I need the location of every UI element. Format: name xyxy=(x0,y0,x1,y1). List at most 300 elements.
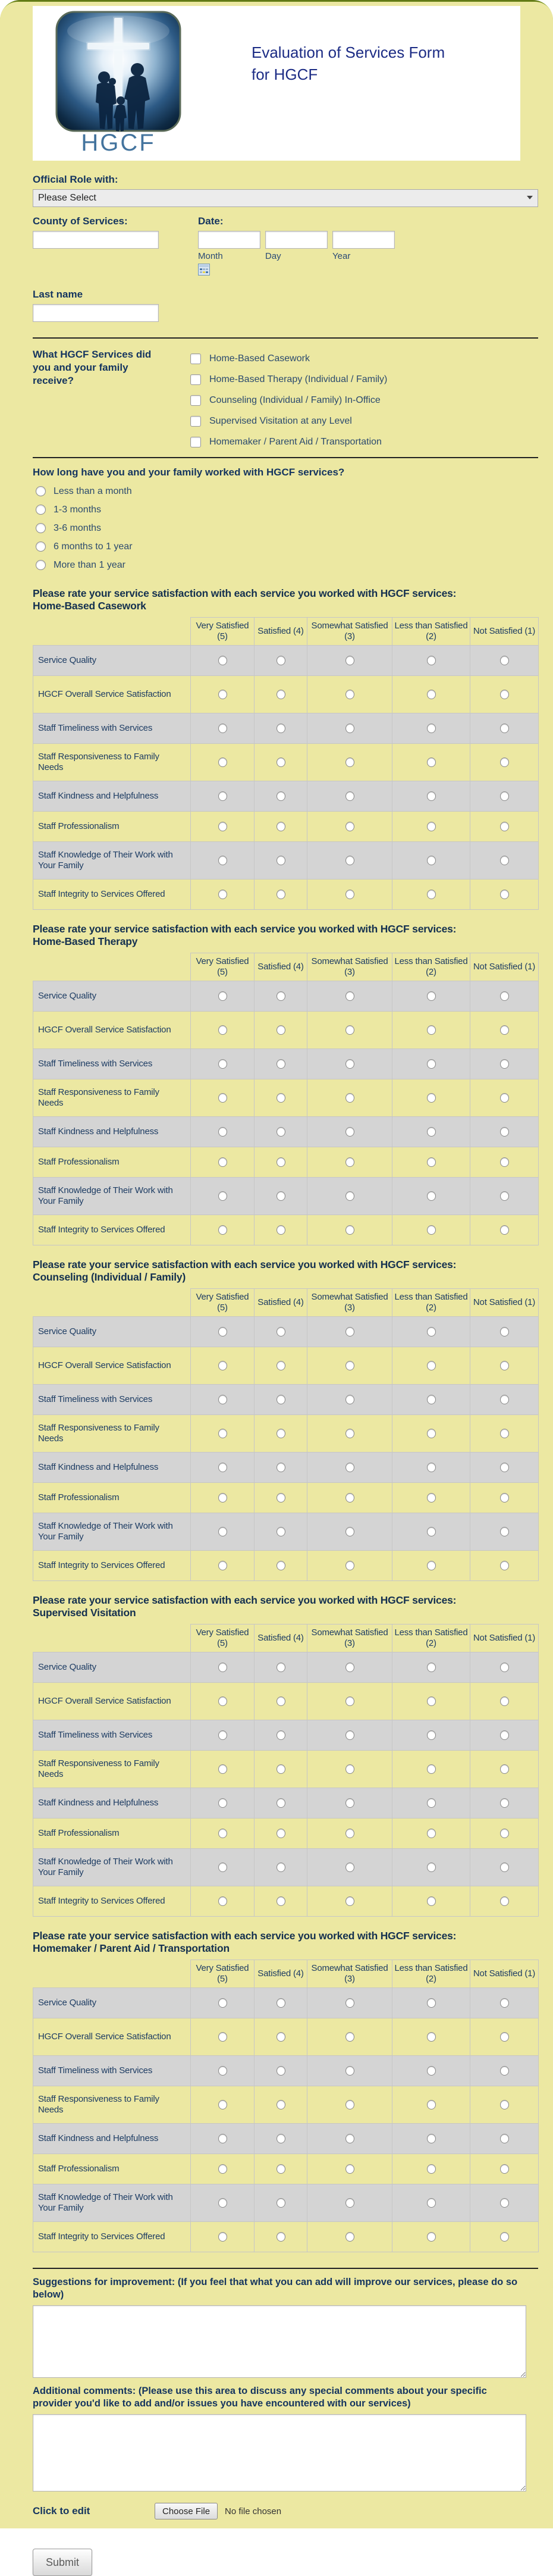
rating-radio-counseling-individual-family-staff-knowledge-of-their-work-with-your-family-satisfied-4[interactable] xyxy=(276,1527,285,1536)
section-divider xyxy=(33,457,538,458)
rating-radio-supervised-visitation-staff-kindness-and-helpfulness-not-satisfied-1[interactable] xyxy=(500,1798,509,1808)
rating-radio-homemaker-parent-aid-transportation-staff-responsiveness-to-family-needs-less-than-satisfied-2[interactable] xyxy=(427,2100,436,2109)
rating-radio-supervised-visitation-staff-knowledge-of-their-work-with-your-family-very-satisfied-5[interactable] xyxy=(218,1863,227,1872)
rating-radio-counseling-individual-family-staff-professionalism-satisfied-4[interactable] xyxy=(276,1493,285,1503)
rating-row-service-quality xyxy=(33,1317,539,1347)
rating-radio-homemaker-parent-aid-transportation-staff-timeliness-with-services-not-satisfied-1[interactable] xyxy=(500,2066,509,2076)
duration-options xyxy=(36,482,538,574)
rating-cell xyxy=(470,781,539,812)
rating-radio-home-based-casework-staff-responsiveness-to-family-needs-very-satisfied-5[interactable] xyxy=(218,758,227,767)
rating-radio-homemaker-parent-aid-transportation-service-quality-somewhat-satisfied-3[interactable] xyxy=(345,1998,354,2008)
rating-radio-home-based-therapy-staff-professionalism-not-satisfied-1[interactable] xyxy=(500,1157,509,1167)
rating-cell xyxy=(392,2124,470,2154)
rating-radio-counseling-individual-family-staff-kindness-and-helpfulness-somewhat-satisfied-3[interactable] xyxy=(345,1463,354,1472)
rating-radio-supervised-visitation-staff-kindness-and-helpfulness-somewhat-satisfied-3[interactable] xyxy=(345,1798,354,1808)
rating-radio-homemaker-parent-aid-transportation-staff-integrity-to-services-offered-satisfied-4[interactable] xyxy=(276,2232,285,2242)
rating-cell xyxy=(191,2184,254,2222)
rating-radio-home-based-casework-staff-kindness-and-helpfulness-very-satisfied-5[interactable] xyxy=(218,791,227,801)
rating-radio-home-based-therapy-staff-responsiveness-to-family-needs-not-satisfied-1[interactable] xyxy=(500,1093,509,1103)
rating-radio-homemaker-parent-aid-transportation-staff-kindness-and-helpfulness-not-satisfied-1[interactable] xyxy=(500,2134,509,2143)
rating-service-name: Counseling (Individual / Family) xyxy=(33,1271,186,1283)
rating-radio-homemaker-parent-aid-transportation-service-quality-less-than-satisfied-2[interactable] xyxy=(427,1998,436,2008)
rating-radio-home-based-therapy-staff-knowledge-of-their-work-with-your-family-somewhat-satisfied-3[interactable] xyxy=(345,1191,354,1201)
rating-radio-home-based-casework-staff-knowledge-of-their-work-with-your-family-not-satisfied-1[interactable] xyxy=(500,856,509,865)
rating-radio-homemaker-parent-aid-transportation-staff-professionalism-not-satisfied-1[interactable] xyxy=(500,2164,509,2174)
rating-column-header: Less than Satisfied (2) xyxy=(392,1625,470,1652)
radio-more-than-1-year[interactable] xyxy=(36,560,46,570)
rating-radio-home-based-therapy-staff-professionalism-very-satisfied-5[interactable] xyxy=(218,1157,227,1167)
rating-column-header: Very Satisfied (5) xyxy=(191,1289,254,1317)
rating-radio-homemaker-parent-aid-transportation-staff-professionalism-somewhat-satisfied-3[interactable] xyxy=(345,2164,354,2174)
rating-radio-home-based-casework-staff-professionalism-less-than-satisfied-2[interactable] xyxy=(427,822,436,831)
rating-radio-supervised-visitation-staff-kindness-and-helpfulness-less-than-satisfied-2[interactable] xyxy=(427,1798,436,1808)
rating-cell xyxy=(392,744,470,781)
rating-radio-home-based-casework-service-quality-very-satisfied-5[interactable] xyxy=(218,656,227,665)
rating-table-home-based-casework xyxy=(33,617,539,910)
rating-radio-home-based-casework-staff-integrity-to-services-offered-very-satisfied-5[interactable] xyxy=(218,890,227,899)
rating-radio-counseling-individual-family-service-quality-satisfied-4[interactable] xyxy=(276,1327,285,1336)
rating-radio-home-based-casework-service-quality-not-satisfied-1[interactable] xyxy=(500,656,509,665)
rating-header-row xyxy=(33,1960,539,1988)
rating-cell xyxy=(470,1415,539,1453)
last-name-input[interactable] xyxy=(33,304,159,322)
rating-radio-home-based-casework-staff-responsiveness-to-family-needs-not-satisfied-1[interactable] xyxy=(500,758,509,767)
rating-cell xyxy=(392,1453,470,1483)
rating-radio-home-based-casework-hgcf-overall-service-satisfaction-not-satisfied-1[interactable] xyxy=(500,690,509,699)
rating-radio-home-based-therapy-service-quality-very-satisfied-5[interactable] xyxy=(218,991,227,1001)
rating-radio-home-based-casework-staff-professionalism-very-satisfied-5[interactable] xyxy=(218,822,227,831)
rating-radio-home-based-therapy-hgcf-overall-service-satisfaction-very-satisfied-5[interactable] xyxy=(218,1025,227,1035)
rating-column-header: Satisfied (4) xyxy=(254,1960,307,1988)
rating-radio-counseling-individual-family-staff-integrity-to-services-offered-somewhat-satisfied-3[interactable] xyxy=(345,1561,354,1570)
form-card xyxy=(0,2,553,2528)
rating-cell xyxy=(307,2154,392,2184)
rating-radio-home-based-therapy-staff-responsiveness-to-family-needs-very-satisfied-5[interactable] xyxy=(218,1093,227,1103)
rating-radio-home-based-therapy-staff-kindness-and-helpfulness-less-than-satisfied-2[interactable] xyxy=(427,1127,436,1137)
rating-radio-home-based-casework-staff-kindness-and-helpfulness-satisfied-4[interactable] xyxy=(276,791,285,801)
rating-radio-home-based-therapy-staff-integrity-to-services-offered-very-satisfied-5[interactable] xyxy=(218,1225,227,1235)
rating-radio-counseling-individual-family-staff-knowledge-of-their-work-with-your-family-less-than-satisfied-2[interactable] xyxy=(427,1527,436,1536)
rating-radio-counseling-individual-family-staff-kindness-and-helpfulness-not-satisfied-1[interactable] xyxy=(500,1463,509,1472)
rating-row-hgcf-overall-service-satisfaction xyxy=(33,1683,539,1720)
rating-radio-home-based-casework-staff-timeliness-with-services-satisfied-4[interactable] xyxy=(276,724,285,733)
rating-radio-home-based-therapy-staff-timeliness-with-services-less-than-satisfied-2[interactable] xyxy=(427,1059,436,1069)
rating-radio-home-based-therapy-staff-professionalism-satisfied-4[interactable] xyxy=(276,1157,285,1167)
rating-cell xyxy=(254,744,307,781)
date-month-input[interactable] xyxy=(198,231,260,249)
rating-cell xyxy=(307,1317,392,1347)
rating-radio-supervised-visitation-staff-kindness-and-helpfulness-satisfied-4[interactable] xyxy=(276,1798,285,1808)
rating-radio-home-based-therapy-hgcf-overall-service-satisfaction-less-than-satisfied-2[interactable] xyxy=(427,1025,436,1035)
rating-radio-homemaker-parent-aid-transportation-staff-knowledge-of-their-work-with-your-family-less-than-satisfied-2[interactable] xyxy=(427,2198,436,2208)
rating-radio-home-based-therapy-hgcf-overall-service-satisfaction-not-satisfied-1[interactable] xyxy=(500,1025,509,1035)
rating-radio-home-based-therapy-staff-integrity-to-services-offered-not-satisfied-1[interactable] xyxy=(500,1225,509,1235)
rating-radio-home-based-casework-staff-knowledge-of-their-work-with-your-family-satisfied-4[interactable] xyxy=(276,856,285,865)
rating-cell xyxy=(470,1818,539,1849)
rating-radio-counseling-individual-family-staff-integrity-to-services-offered-not-satisfied-1[interactable] xyxy=(500,1561,509,1570)
rating-radio-homemaker-parent-aid-transportation-staff-timeliness-with-services-very-satisfied-5[interactable] xyxy=(218,2066,227,2076)
rating-service-name: Home-Based Casework xyxy=(33,600,146,612)
rating-radio-home-based-casework-hgcf-overall-service-satisfaction-less-than-satisfied-2[interactable] xyxy=(427,690,436,699)
page-title xyxy=(252,6,445,86)
rating-radio-home-based-therapy-staff-professionalism-somewhat-satisfied-3[interactable] xyxy=(345,1157,354,1167)
rating-radio-home-based-therapy-staff-integrity-to-services-offered-somewhat-satisfied-3[interactable] xyxy=(345,1225,354,1235)
rating-radio-homemaker-parent-aid-transportation-staff-knowledge-of-their-work-with-your-family-somewhat-satisfied-3[interactable] xyxy=(345,2198,354,2208)
rating-radio-homemaker-parent-aid-transportation-service-quality-very-satisfied-5[interactable] xyxy=(218,1998,227,2008)
rating-radio-supervised-visitation-staff-timeliness-with-services-less-than-satisfied-2[interactable] xyxy=(427,1730,436,1740)
rating-row-staff-kindness-and-helpfulness xyxy=(33,2124,539,2154)
rating-radio-homemaker-parent-aid-transportation-hgcf-overall-service-satisfaction-somewhat-satisfied-3[interactable] xyxy=(345,2032,354,2042)
rating-intro-text: Please rate your service satisfaction with each service you worked with HGCF services: xyxy=(33,587,457,599)
official-role-select[interactable] xyxy=(33,189,538,207)
rating-radio-counseling-individual-family-service-quality-somewhat-satisfied-3[interactable] xyxy=(345,1327,354,1336)
rating-radio-supervised-visitation-staff-knowledge-of-their-work-with-your-family-satisfied-4[interactable] xyxy=(276,1863,285,1872)
rating-radio-supervised-visitation-staff-professionalism-less-than-satisfied-2[interactable] xyxy=(427,1829,436,1838)
rating-radio-supervised-visitation-staff-timeliness-with-services-not-satisfied-1[interactable] xyxy=(500,1730,509,1740)
rating-column-header: Not Satisfied (1) xyxy=(470,618,539,646)
rating-radio-home-based-therapy-staff-timeliness-with-services-not-satisfied-1[interactable] xyxy=(500,1059,509,1069)
rating-radio-home-based-therapy-staff-integrity-to-services-offered-satisfied-4[interactable] xyxy=(276,1225,285,1235)
rating-radio-supervised-visitation-staff-kindness-and-helpfulness-very-satisfied-5[interactable] xyxy=(218,1798,227,1808)
rating-radio-home-based-casework-staff-professionalism-somewhat-satisfied-3[interactable] xyxy=(345,822,354,831)
rating-radio-supervised-visitation-service-quality-not-satisfied-1[interactable] xyxy=(500,1663,509,1672)
rating-radio-home-based-therapy-staff-knowledge-of-their-work-with-your-family-less-than-satisfied-2[interactable] xyxy=(427,1191,436,1201)
rating-cell xyxy=(254,1385,307,1415)
rating-radio-homemaker-parent-aid-transportation-staff-integrity-to-services-offered-very-satisfied-5[interactable] xyxy=(218,2232,227,2242)
rating-radio-counseling-individual-family-staff-responsiveness-to-family-needs-less-than-satisfied-2[interactable] xyxy=(427,1429,436,1438)
rating-row-label: Staff Knowledge of Their Work with Your Family xyxy=(33,1849,191,1886)
rating-cell xyxy=(191,1751,254,1788)
rating-radio-home-based-casework-staff-knowledge-of-their-work-with-your-family-somewhat-satisfied-3[interactable] xyxy=(345,856,354,865)
rating-cell xyxy=(392,1720,470,1751)
rating-radio-counseling-individual-family-staff-professionalism-not-satisfied-1[interactable] xyxy=(500,1493,509,1503)
rating-cell xyxy=(191,2086,254,2124)
county-input[interactable] xyxy=(33,231,159,249)
rating-radio-counseling-individual-family-staff-timeliness-with-services-less-than-satisfied-2[interactable] xyxy=(427,1395,436,1404)
rating-radio-counseling-individual-family-staff-responsiveness-to-family-needs-satisfied-4[interactable] xyxy=(276,1429,285,1438)
rating-radio-home-based-casework-staff-timeliness-with-services-less-than-satisfied-2[interactable] xyxy=(427,724,436,733)
rating-cell xyxy=(191,1988,254,2018)
rating-radio-counseling-individual-family-staff-responsiveness-to-family-needs-somewhat-satisfied-3[interactable] xyxy=(345,1429,354,1438)
radio-less-than-a-month[interactable] xyxy=(36,486,46,496)
rating-radio-counseling-individual-family-service-quality-not-satisfied-1[interactable] xyxy=(500,1327,509,1336)
rating-cell xyxy=(470,2086,539,2124)
rating-radio-supervised-visitation-staff-professionalism-somewhat-satisfied-3[interactable] xyxy=(345,1829,354,1838)
rating-row-label: HGCF Overall Service Satisfaction xyxy=(33,676,191,713)
rating-cell xyxy=(470,879,539,910)
rating-radio-home-based-therapy-staff-integrity-to-services-offered-less-than-satisfied-2[interactable] xyxy=(427,1225,436,1235)
suggestions-label: Suggestions for improvement: (If you feel that what you can add will improve our services, please do so below) xyxy=(33,2277,518,2300)
rating-radio-homemaker-parent-aid-transportation-staff-integrity-to-services-offered-somewhat-satisfied-3[interactable] xyxy=(345,2232,354,2242)
rating-radio-home-based-casework-staff-integrity-to-services-offered-satisfied-4[interactable] xyxy=(276,890,285,899)
radio-label: 6 months to 1 year xyxy=(54,541,133,552)
rating-radio-home-based-casework-staff-kindness-and-helpfulness-somewhat-satisfied-3[interactable] xyxy=(345,791,354,801)
rating-cell xyxy=(191,1818,254,1849)
rating-radio-home-based-therapy-staff-responsiveness-to-family-needs-less-than-satisfied-2[interactable] xyxy=(427,1093,436,1103)
rating-radio-home-based-casework-staff-timeliness-with-services-somewhat-satisfied-3[interactable] xyxy=(345,724,354,733)
choose-file-button[interactable]: Choose File xyxy=(155,2503,218,2519)
upload-row xyxy=(33,2502,538,2520)
rating-radio-supervised-visitation-staff-integrity-to-services-offered-less-than-satisfied-2[interactable] xyxy=(427,1896,436,1906)
comments-textarea[interactable] xyxy=(33,2414,526,2492)
rating-radio-home-based-casework-staff-integrity-to-services-offered-less-than-satisfied-2[interactable] xyxy=(427,890,436,899)
rating-radio-counseling-individual-family-staff-timeliness-with-services-somewhat-satisfied-3[interactable] xyxy=(345,1395,354,1404)
rating-radio-counseling-individual-family-hgcf-overall-service-satisfaction-not-satisfied-1[interactable] xyxy=(500,1361,509,1370)
rating-intro-text: Please rate your service satisfaction with each service you worked with HGCF services: xyxy=(33,923,457,935)
rating-radio-home-based-therapy-service-quality-not-satisfied-1[interactable] xyxy=(500,991,509,1001)
rating-radio-home-based-therapy-service-quality-somewhat-satisfied-3[interactable] xyxy=(345,991,354,1001)
rating-cell xyxy=(392,1347,470,1385)
rating-radio-home-based-therapy-staff-responsiveness-to-family-needs-somewhat-satisfied-3[interactable] xyxy=(345,1093,354,1103)
rating-radio-homemaker-parent-aid-transportation-staff-knowledge-of-their-work-with-your-family-very-satisfied-5[interactable] xyxy=(218,2198,227,2208)
rating-radio-counseling-individual-family-hgcf-overall-service-satisfaction-less-than-satisfied-2[interactable] xyxy=(427,1361,436,1370)
rating-radio-homemaker-parent-aid-transportation-hgcf-overall-service-satisfaction-satisfied-4[interactable] xyxy=(276,2032,285,2042)
rating-radio-supervised-visitation-staff-integrity-to-services-offered-very-satisfied-5[interactable] xyxy=(218,1896,227,1906)
rating-radio-counseling-individual-family-hgcf-overall-service-satisfaction-satisfied-4[interactable] xyxy=(276,1361,285,1370)
rating-radio-supervised-visitation-staff-knowledge-of-their-work-with-your-family-somewhat-satisfied-3[interactable] xyxy=(345,1863,354,1872)
rating-radio-homemaker-parent-aid-transportation-hgcf-overall-service-satisfaction-very-satisfied-5[interactable] xyxy=(218,2032,227,2042)
rating-cell xyxy=(191,1652,254,1683)
rating-radio-counseling-individual-family-staff-professionalism-less-than-satisfied-2[interactable] xyxy=(427,1493,436,1503)
rating-radio-supervised-visitation-staff-responsiveness-to-family-needs-satisfied-4[interactable] xyxy=(276,1764,285,1774)
rating-radio-counseling-individual-family-staff-timeliness-with-services-not-satisfied-1[interactable] xyxy=(500,1395,509,1404)
rating-radio-homemaker-parent-aid-transportation-staff-knowledge-of-their-work-with-your-family-satisfied-4[interactable] xyxy=(276,2198,285,2208)
rating-row-service-quality xyxy=(33,981,539,1012)
rating-section-title-homemaker-parent-aid-transportation xyxy=(33,1930,538,1955)
rating-cell xyxy=(470,646,539,676)
rating-radio-counseling-individual-family-staff-timeliness-with-services-satisfied-4[interactable] xyxy=(276,1395,285,1404)
rating-radio-home-based-therapy-staff-timeliness-with-services-very-satisfied-5[interactable] xyxy=(218,1059,227,1069)
radio-6-months-to-1-year[interactable] xyxy=(36,542,46,552)
suggestions-textarea[interactable] xyxy=(33,2305,526,2378)
rating-radio-supervised-visitation-staff-timeliness-with-services-somewhat-satisfied-3[interactable] xyxy=(345,1730,354,1740)
rating-radio-supervised-visitation-staff-integrity-to-services-offered-somewhat-satisfied-3[interactable] xyxy=(345,1896,354,1906)
rating-radio-homemaker-parent-aid-transportation-staff-knowledge-of-their-work-with-your-family-not-satisfied-1[interactable] xyxy=(500,2198,509,2208)
rating-cell xyxy=(470,1079,539,1117)
rating-radio-supervised-visitation-hgcf-overall-service-satisfaction-satisfied-4[interactable] xyxy=(276,1697,285,1706)
rating-radio-home-based-therapy-staff-knowledge-of-their-work-with-your-family-very-satisfied-5[interactable] xyxy=(218,1191,227,1201)
rating-radio-homemaker-parent-aid-transportation-staff-kindness-and-helpfulness-less-than-satisfied-2[interactable] xyxy=(427,2134,436,2143)
rating-radio-supervised-visitation-staff-professionalism-satisfied-4[interactable] xyxy=(276,1829,285,1838)
calendar-icon[interactable] xyxy=(198,264,210,276)
rating-radio-supervised-visitation-hgcf-overall-service-satisfaction-somewhat-satisfied-3[interactable] xyxy=(345,1697,354,1706)
rating-radio-home-based-casework-hgcf-overall-service-satisfaction-very-satisfied-5[interactable] xyxy=(218,690,227,699)
rating-radio-homemaker-parent-aid-transportation-service-quality-satisfied-4[interactable] xyxy=(276,1998,285,2008)
rating-radio-homemaker-parent-aid-transportation-staff-kindness-and-helpfulness-satisfied-4[interactable] xyxy=(276,2134,285,2143)
rating-cell xyxy=(307,981,392,1012)
rating-radio-home-based-casework-staff-responsiveness-to-family-needs-less-than-satisfied-2[interactable] xyxy=(427,758,436,767)
rating-radio-home-based-casework-service-quality-less-than-satisfied-2[interactable] xyxy=(427,656,436,665)
rating-radio-supervised-visitation-staff-professionalism-not-satisfied-1[interactable] xyxy=(500,1829,509,1838)
rating-row-staff-professionalism xyxy=(33,1483,539,1513)
rating-radio-counseling-individual-family-staff-integrity-to-services-offered-satisfied-4[interactable] xyxy=(276,1561,285,1570)
rating-radio-counseling-individual-family-service-quality-less-than-satisfied-2[interactable] xyxy=(427,1327,436,1336)
rating-radio-home-based-therapy-staff-kindness-and-helpfulness-not-satisfied-1[interactable] xyxy=(500,1127,509,1137)
rating-radio-home-based-therapy-staff-kindness-and-helpfulness-satisfied-4[interactable] xyxy=(276,1127,285,1137)
rating-radio-homemaker-parent-aid-transportation-hgcf-overall-service-satisfaction-not-satisfied-1[interactable] xyxy=(500,2032,509,2042)
date-day-input[interactable] xyxy=(265,231,328,249)
rating-radio-counseling-individual-family-hgcf-overall-service-satisfaction-very-satisfied-5[interactable] xyxy=(218,1361,227,1370)
checkbox-homemaker-parent-aid-transportation[interactable] xyxy=(190,437,201,447)
rating-radio-supervised-visitation-staff-responsiveness-to-family-needs-not-satisfied-1[interactable] xyxy=(500,1764,509,1774)
checkbox-supervised-visitation-at-any-level[interactable] xyxy=(190,416,201,427)
rating-radio-counseling-individual-family-staff-knowledge-of-their-work-with-your-family-somewhat-satisfied-3[interactable] xyxy=(345,1527,354,1536)
rating-row-label: Service Quality xyxy=(33,1988,191,2018)
rating-radio-counseling-individual-family-staff-timeliness-with-services-very-satisfied-5[interactable] xyxy=(218,1395,227,1404)
rating-radio-home-based-casework-staff-responsiveness-to-family-needs-somewhat-satisfied-3[interactable] xyxy=(345,758,354,767)
rating-radio-homemaker-parent-aid-transportation-staff-timeliness-with-services-less-than-satisfied-2[interactable] xyxy=(427,2066,436,2076)
rating-radio-home-based-casework-staff-integrity-to-services-offered-somewhat-satisfied-3[interactable] xyxy=(345,890,354,899)
rating-radio-home-based-therapy-staff-timeliness-with-services-satisfied-4[interactable] xyxy=(276,1059,285,1069)
rating-radio-homemaker-parent-aid-transportation-staff-responsiveness-to-family-needs-not-satisfied-1[interactable] xyxy=(500,2100,509,2109)
last-name-label: Last name xyxy=(33,289,83,300)
rating-cell xyxy=(392,781,470,812)
rating-radio-counseling-individual-family-staff-responsiveness-to-family-needs-not-satisfied-1[interactable] xyxy=(500,1429,509,1438)
radio-1-3-months[interactable] xyxy=(36,505,46,515)
rating-radio-home-based-therapy-staff-timeliness-with-services-somewhat-satisfied-3[interactable] xyxy=(345,1059,354,1069)
rating-cell xyxy=(254,1720,307,1751)
rating-cell xyxy=(191,1551,254,1581)
rating-radio-supervised-visitation-staff-integrity-to-services-offered-satisfied-4[interactable] xyxy=(276,1896,285,1906)
rating-cell xyxy=(392,2222,470,2252)
rating-cell xyxy=(392,2154,470,2184)
rating-radio-home-based-casework-service-quality-somewhat-satisfied-3[interactable] xyxy=(345,656,354,665)
rating-radio-supervised-visitation-service-quality-very-satisfied-5[interactable] xyxy=(218,1663,227,1672)
rating-radio-home-based-casework-staff-professionalism-satisfied-4[interactable] xyxy=(276,822,285,831)
rating-radio-supervised-visitation-service-quality-satisfied-4[interactable] xyxy=(276,1663,285,1672)
rating-cell xyxy=(191,2018,254,2056)
rating-row-staff-kindness-and-helpfulness xyxy=(33,781,539,812)
rating-cell xyxy=(307,2124,392,2154)
rating-radio-homemaker-parent-aid-transportation-staff-responsiveness-to-family-needs-very-satisfied-5[interactable] xyxy=(218,2100,227,2109)
rating-radio-supervised-visitation-service-quality-less-than-satisfied-2[interactable] xyxy=(427,1663,436,1672)
rating-radio-counseling-individual-family-staff-kindness-and-helpfulness-satisfied-4[interactable] xyxy=(276,1463,285,1472)
rating-radio-counseling-individual-family-staff-responsiveness-to-family-needs-very-satisfied-5[interactable] xyxy=(218,1429,227,1438)
rating-radio-home-based-casework-hgcf-overall-service-satisfaction-somewhat-satisfied-3[interactable] xyxy=(345,690,354,699)
rating-radio-homemaker-parent-aid-transportation-staff-kindness-and-helpfulness-very-satisfied-5[interactable] xyxy=(218,2134,227,2143)
rating-radio-home-based-therapy-staff-responsiveness-to-family-needs-satisfied-4[interactable] xyxy=(276,1093,285,1103)
rating-radio-home-based-casework-staff-responsiveness-to-family-needs-satisfied-4[interactable] xyxy=(276,758,285,767)
rating-radio-counseling-individual-family-service-quality-very-satisfied-5[interactable] xyxy=(218,1327,227,1336)
rating-row-staff-integrity-to-services-offered xyxy=(33,1551,539,1581)
rating-radio-supervised-visitation-service-quality-somewhat-satisfied-3[interactable] xyxy=(345,1663,354,1672)
radio-label: Less than a month xyxy=(54,486,132,496)
rating-radio-home-based-therapy-staff-kindness-and-helpfulness-very-satisfied-5[interactable] xyxy=(218,1127,227,1137)
rating-radio-home-based-casework-staff-kindness-and-helpfulness-not-satisfied-1[interactable] xyxy=(500,791,509,801)
rating-radio-counseling-individual-family-hgcf-overall-service-satisfaction-somewhat-satisfied-3[interactable] xyxy=(345,1361,354,1370)
rating-row-label: Staff Kindness and Helpfulness xyxy=(33,1117,191,1147)
rating-radio-counseling-individual-family-staff-integrity-to-services-offered-very-satisfied-5[interactable] xyxy=(218,1561,227,1570)
rating-radio-home-based-therapy-staff-kindness-and-helpfulness-somewhat-satisfied-3[interactable] xyxy=(345,1127,354,1137)
rating-table-homemaker-parent-aid-transportation xyxy=(33,1960,539,2252)
rating-radio-homemaker-parent-aid-transportation-staff-responsiveness-to-family-needs-satisfied-4[interactable] xyxy=(276,2100,285,2109)
rating-radio-supervised-visitation-staff-integrity-to-services-offered-not-satisfied-1[interactable] xyxy=(500,1896,509,1906)
rating-radio-supervised-visitation-staff-timeliness-with-services-satisfied-4[interactable] xyxy=(276,1730,285,1740)
checkbox-label: Home-Based Casework xyxy=(209,353,310,364)
checkbox-counseling-individual-family-in-office[interactable] xyxy=(190,395,201,406)
rating-radio-homemaker-parent-aid-transportation-staff-professionalism-satisfied-4[interactable] xyxy=(276,2164,285,2174)
rating-radio-homemaker-parent-aid-transportation-staff-responsiveness-to-family-needs-somewhat-satisfied-3[interactable] xyxy=(345,2100,354,2109)
rating-cell xyxy=(191,1849,254,1886)
radio-3-6-months[interactable] xyxy=(36,523,46,533)
rating-radio-supervised-visitation-staff-responsiveness-to-family-needs-very-satisfied-5[interactable] xyxy=(218,1764,227,1774)
service-option-row xyxy=(190,390,387,411)
rating-cell xyxy=(191,1720,254,1751)
rating-radio-homemaker-parent-aid-transportation-staff-timeliness-with-services-somewhat-satisfied-3[interactable] xyxy=(345,2066,354,2076)
rating-radio-home-based-therapy-service-quality-less-than-satisfied-2[interactable] xyxy=(427,991,436,1001)
rating-radio-counseling-individual-family-staff-knowledge-of-their-work-with-your-family-very-satisfied-5[interactable] xyxy=(218,1527,227,1536)
rating-radio-homemaker-parent-aid-transportation-staff-professionalism-very-satisfied-5[interactable] xyxy=(218,2164,227,2174)
rating-cell xyxy=(392,2018,470,2056)
rating-radio-counseling-individual-family-staff-kindness-and-helpfulness-very-satisfied-5[interactable] xyxy=(218,1463,227,1472)
rating-radio-home-based-therapy-staff-knowledge-of-their-work-with-your-family-satisfied-4[interactable] xyxy=(276,1191,285,1201)
rating-radio-home-based-casework-staff-integrity-to-services-offered-not-satisfied-1[interactable] xyxy=(500,890,509,899)
rating-radio-supervised-visitation-staff-responsiveness-to-family-needs-less-than-satisfied-2[interactable] xyxy=(427,1764,436,1774)
rating-radio-homemaker-parent-aid-transportation-staff-kindness-and-helpfulness-somewhat-satisfied-3[interactable] xyxy=(345,2134,354,2143)
rating-radio-supervised-visitation-staff-timeliness-with-services-very-satisfied-5[interactable] xyxy=(218,1730,227,1740)
rating-section-title-home-based-casework xyxy=(33,587,538,612)
rating-radio-counseling-individual-family-staff-integrity-to-services-offered-less-than-satisfied-2[interactable] xyxy=(427,1561,436,1570)
rating-radio-supervised-visitation-hgcf-overall-service-satisfaction-less-than-satisfied-2[interactable] xyxy=(427,1697,436,1706)
section-divider xyxy=(33,2268,538,2269)
rating-radio-home-based-casework-staff-knowledge-of-their-work-with-your-family-less-than-satisfied-2[interactable] xyxy=(427,856,436,865)
rating-radio-home-based-casework-staff-timeliness-with-services-not-satisfied-1[interactable] xyxy=(500,724,509,733)
rating-cell xyxy=(307,1551,392,1581)
rating-radio-counseling-individual-family-staff-professionalism-somewhat-satisfied-3[interactable] xyxy=(345,1493,354,1503)
rating-column-header: Satisfied (4) xyxy=(254,618,307,646)
rating-radio-home-based-casework-staff-timeliness-with-services-very-satisfied-5[interactable] xyxy=(218,724,227,733)
rating-cell xyxy=(392,1317,470,1347)
upload-label: Click to edit xyxy=(33,2505,90,2516)
rating-radio-supervised-visitation-staff-knowledge-of-their-work-with-your-family-less-than-satisfied-2[interactable] xyxy=(427,1863,436,1872)
rating-radio-counseling-individual-family-staff-knowledge-of-their-work-with-your-family-not-satisfied-1[interactable] xyxy=(500,1527,509,1536)
rating-radio-home-based-casework-service-quality-satisfied-4[interactable] xyxy=(276,656,285,665)
rating-radio-homemaker-parent-aid-transportation-hgcf-overall-service-satisfaction-less-than-satisfied-2[interactable] xyxy=(427,2032,436,2042)
rating-row-staff-responsiveness-to-family-needs xyxy=(33,744,539,781)
rating-radio-counseling-individual-family-staff-professionalism-very-satisfied-5[interactable] xyxy=(218,1493,227,1503)
rating-radio-supervised-visitation-hgcf-overall-service-satisfaction-very-satisfied-5[interactable] xyxy=(218,1697,227,1706)
checkbox-home-based-therapy-individual-family[interactable] xyxy=(190,374,201,385)
rating-cell xyxy=(307,2056,392,2086)
submit-button[interactable]: Submit xyxy=(33,2549,92,2576)
rating-radio-homemaker-parent-aid-transportation-staff-timeliness-with-services-satisfied-4[interactable] xyxy=(276,2066,285,2076)
rating-radio-home-based-therapy-hgcf-overall-service-satisfaction-somewhat-satisfied-3[interactable] xyxy=(345,1025,354,1035)
rating-radio-home-based-casework-hgcf-overall-service-satisfaction-satisfied-4[interactable] xyxy=(276,690,285,699)
checkbox-home-based-casework[interactable] xyxy=(190,353,201,364)
rating-radio-home-based-therapy-service-quality-satisfied-4[interactable] xyxy=(276,991,285,1001)
rating-radio-supervised-visitation-staff-knowledge-of-their-work-with-your-family-not-satisfied-1[interactable] xyxy=(500,1863,509,1872)
rating-radio-home-based-casework-staff-knowledge-of-their-work-with-your-family-very-satisfied-5[interactable] xyxy=(218,856,227,865)
rating-radio-home-based-therapy-staff-professionalism-less-than-satisfied-2[interactable] xyxy=(427,1157,436,1167)
date-day-label: Day xyxy=(265,251,281,261)
date-year-input[interactable] xyxy=(332,231,395,249)
rating-radio-homemaker-parent-aid-transportation-staff-integrity-to-services-offered-not-satisfied-1[interactable] xyxy=(500,2232,509,2242)
rating-radio-home-based-therapy-hgcf-overall-service-satisfaction-satisfied-4[interactable] xyxy=(276,1025,285,1035)
rating-radio-supervised-visitation-staff-responsiveness-to-family-needs-somewhat-satisfied-3[interactable] xyxy=(345,1764,354,1774)
rating-cell xyxy=(254,842,307,879)
rating-radio-homemaker-parent-aid-transportation-staff-integrity-to-services-offered-less-than-satisfied-2[interactable] xyxy=(427,2232,436,2242)
rating-radio-supervised-visitation-staff-professionalism-very-satisfied-5[interactable] xyxy=(218,1829,227,1838)
rating-radio-homemaker-parent-aid-transportation-staff-professionalism-less-than-satisfied-2[interactable] xyxy=(427,2164,436,2174)
rating-service-name: Supervised Visitation xyxy=(33,1607,136,1619)
rating-radio-home-based-casework-staff-professionalism-not-satisfied-1[interactable] xyxy=(500,822,509,831)
rating-radio-homemaker-parent-aid-transportation-service-quality-not-satisfied-1[interactable] xyxy=(500,1998,509,2008)
rating-column-header: Not Satisfied (1) xyxy=(470,1625,539,1652)
rating-radio-home-based-casework-staff-kindness-and-helpfulness-less-than-satisfied-2[interactable] xyxy=(427,791,436,801)
rating-radio-counseling-individual-family-staff-kindness-and-helpfulness-less-than-satisfied-2[interactable] xyxy=(427,1463,436,1472)
rating-radio-home-based-therapy-staff-knowledge-of-their-work-with-your-family-not-satisfied-1[interactable] xyxy=(500,1191,509,1201)
rating-radio-supervised-visitation-hgcf-overall-service-satisfaction-not-satisfied-1[interactable] xyxy=(500,1697,509,1706)
